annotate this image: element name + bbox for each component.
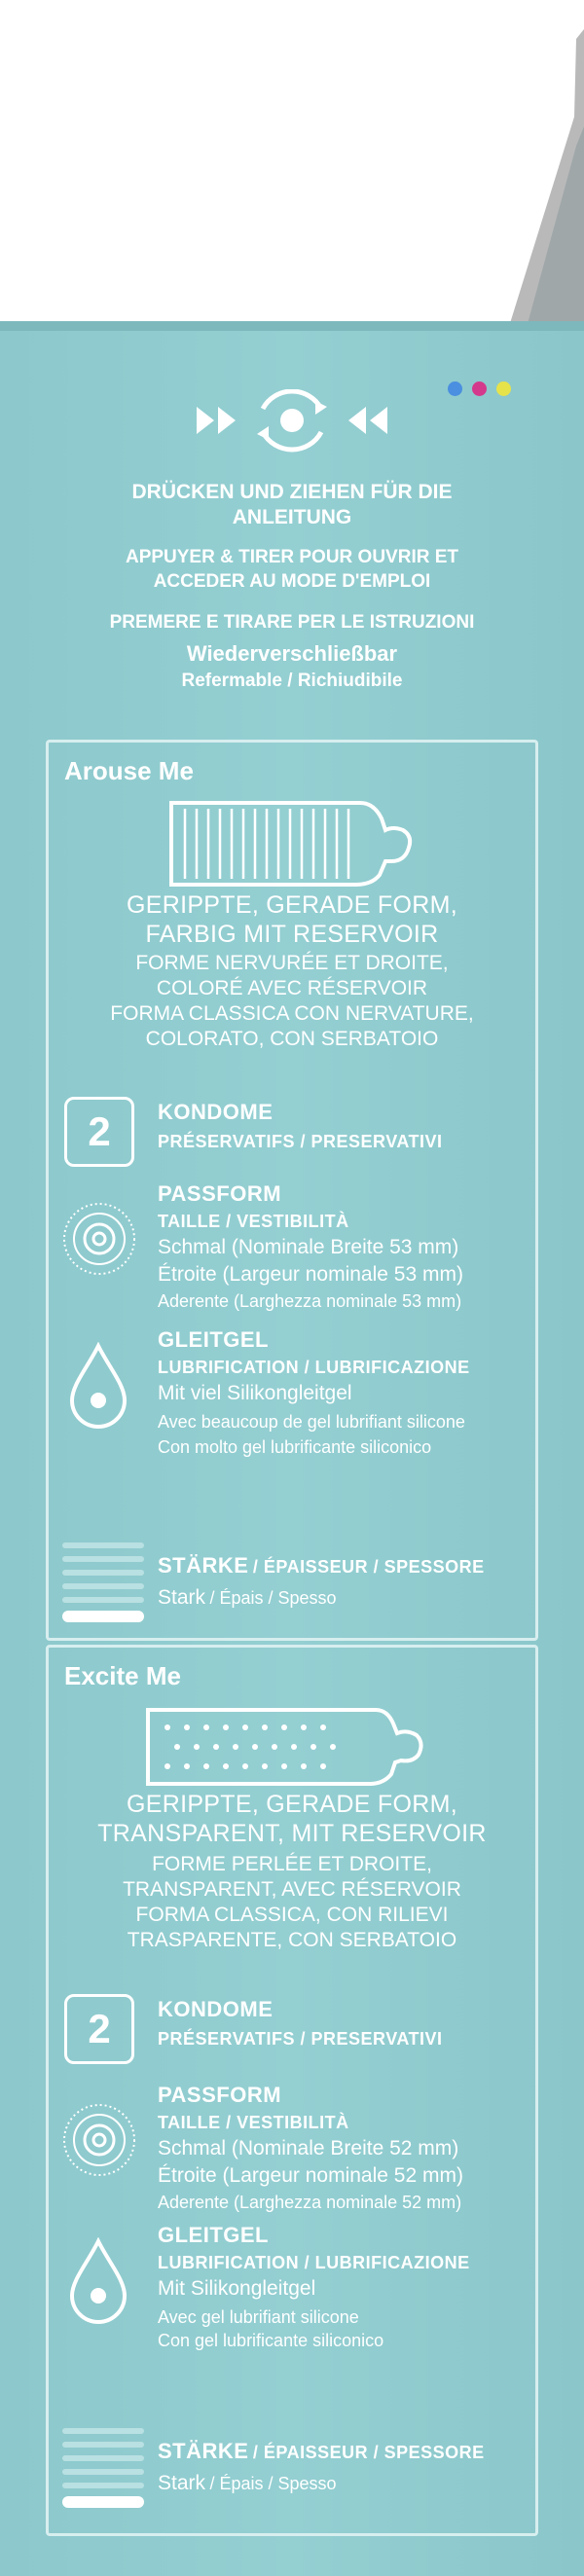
thickness-de: Stark — [158, 1586, 206, 1609]
lubrication-row — [49, 2222, 535, 2358]
condom-count-row — [49, 1994, 535, 2072]
fit-title: PASSFORM — [158, 1181, 282, 1206]
count-label-de: KONDOME — [158, 1100, 274, 1124]
lube-subtitle: LUBRIFICATION / LUBRIFICAZIONE — [158, 1358, 470, 1377]
lubricant-drop-icon — [66, 1342, 130, 1430]
thickness-row — [49, 2426, 535, 2514]
thickness-title-line — [158, 2438, 485, 2465]
count-label-de: KONDOME — [158, 1997, 274, 2021]
thickness-title: STÄRKE — [158, 2439, 249, 2463]
count-badge: 2 — [64, 1994, 134, 2064]
thickness-subtitle: / ÉPAISSEUR / SPESSORE — [252, 1557, 485, 1577]
product-panel-arouse-me — [46, 740, 538, 1641]
description-it: FORMA CLASSICA, CON RILIEVI TRASPARENTE, CON SERBATOIO — [127, 1904, 457, 1951]
description-fr: FORME NERVURÉE ET DROITE, COLORÉ AVEC RÉSERVOIR — [135, 952, 449, 999]
lube-it: Con molto gel lubrificante siliconico — [158, 1437, 432, 1457]
thickness-value-line — [158, 1585, 337, 1611]
opening-instructions-de: DRÜCKEN UND ZIEHEN FÜR DIE ANLEITUNG — [131, 481, 453, 528]
thickness-row — [49, 1541, 535, 1628]
description-de: GERIPPTE, GERADE FORM, FARBIG MIT RESERVOIR — [127, 891, 457, 948]
lube-title: GLEITGEL — [158, 1327, 269, 1352]
thickness-fr-it: / Épais / Spesso — [209, 2474, 337, 2493]
lube-title: GLEITGEL — [158, 2223, 269, 2247]
lube-it: Con gel lubrificante siliconico — [158, 2331, 384, 2350]
lube-de: Mit viel Silikongleitgel — [158, 1382, 352, 1404]
fit-fr: Étroite (Largeur nominale 52 mm) — [158, 2164, 463, 2187]
yellow-dot — [496, 381, 511, 396]
ribbed-condom-icon — [165, 797, 419, 890]
count-label-fr-it: PRÉSERVATIFS / PRESERVATIVI — [158, 2029, 443, 2049]
description-it: FORMA CLASSICA CON NERVATURE, COLORATO, CON SERBATOIO — [110, 1002, 474, 1050]
box-flap — [0, 0, 584, 341]
box-top-edge — [0, 321, 584, 331]
fit-subtitle: TAILLE / VESTIBILITÀ — [158, 2113, 349, 2132]
reclosable-de: Wiederverschließbar — [186, 641, 398, 666]
fit-subtitle: TAILLE / VESTIBILITÀ — [158, 1212, 349, 1231]
product-name: Excite Me — [64, 1661, 181, 1690]
magenta-dot — [472, 381, 487, 396]
thickness-subtitle: / ÉPAISSEUR / SPESSORE — [252, 2443, 485, 2462]
print-registration-dots — [448, 381, 535, 401]
condom-count-row — [49, 1097, 535, 1175]
dotted-condom-icon — [142, 1702, 434, 1790]
fit-de: Schmal (Nominale Breite 52 mm) — [158, 2137, 459, 2159]
lube-fr: Avec gel lubrifiant silicone — [158, 2307, 359, 2327]
thickness-bars-icon — [62, 2426, 144, 2510]
thickness-fr-it: / Épais / Spesso — [209, 1588, 337, 1608]
count-badge: 2 — [64, 1097, 134, 1167]
product-name: Arouse Me — [64, 756, 194, 785]
fit-title: PASSFORM — [158, 2083, 282, 2107]
blue-dot — [448, 381, 462, 396]
fit-circles-icon — [60, 1200, 138, 1278]
lube-subtitle: LUBRIFICATION / LUBRIFICAZIONE — [158, 2253, 470, 2272]
fit-it: Aderente (Larghezza nominale 52 mm) — [158, 2193, 462, 2212]
description-fr: FORME PERLÉE ET DROITE, TRANSPARENT, AVEC RÉSERVOIR — [123, 1853, 461, 1901]
lubricant-drop-icon — [66, 2237, 130, 2325]
fit-row — [49, 2082, 535, 2212]
opening-instructions-it: PREMERE E TIRARE PER LE ISTRUZIONI — [109, 612, 475, 633]
lubrication-row — [49, 1326, 535, 1472]
thickness-bars-icon — [62, 1541, 144, 1624]
lube-de: Mit Silikongleitgel — [158, 2277, 316, 2300]
thickness-title-line — [158, 1552, 485, 1579]
description-de: GERIPPTE, GERADE FORM, TRANSPARENT, MIT RESERVOIR — [97, 1791, 487, 1847]
thickness-title: STÄRKE — [158, 1553, 249, 1578]
count-label-fr-it: PRÉSERVATIFS / PRESERVATIVI — [158, 1132, 443, 1151]
fit-circles-icon — [60, 2101, 138, 2179]
thickness-de: Stark — [158, 2472, 206, 2494]
fit-row — [49, 1180, 535, 1311]
reclosable-fr-it: Refermable / Richiudibile — [181, 671, 403, 691]
opening-instructions-fr: APPUYER & TIRER POUR OUVRIR ET ACCEDER AU MODE D'EMPLOI — [125, 547, 459, 592]
thickness-value-line — [158, 2471, 337, 2496]
fit-fr: Étroite (Largeur nominale 53 mm) — [158, 1263, 463, 1286]
fit-de: Schmal (Nominale Breite 53 mm) — [158, 1236, 459, 1258]
press-pull-arrows-icon[interactable] — [193, 389, 391, 457]
product-panel-excite-me — [46, 1645, 538, 2536]
lube-fr: Avec beaucoup de gel lubrifiant silicone — [158, 1412, 465, 1432]
fit-it: Aderente (Larghezza nominale 53 mm) — [158, 1291, 462, 1311]
